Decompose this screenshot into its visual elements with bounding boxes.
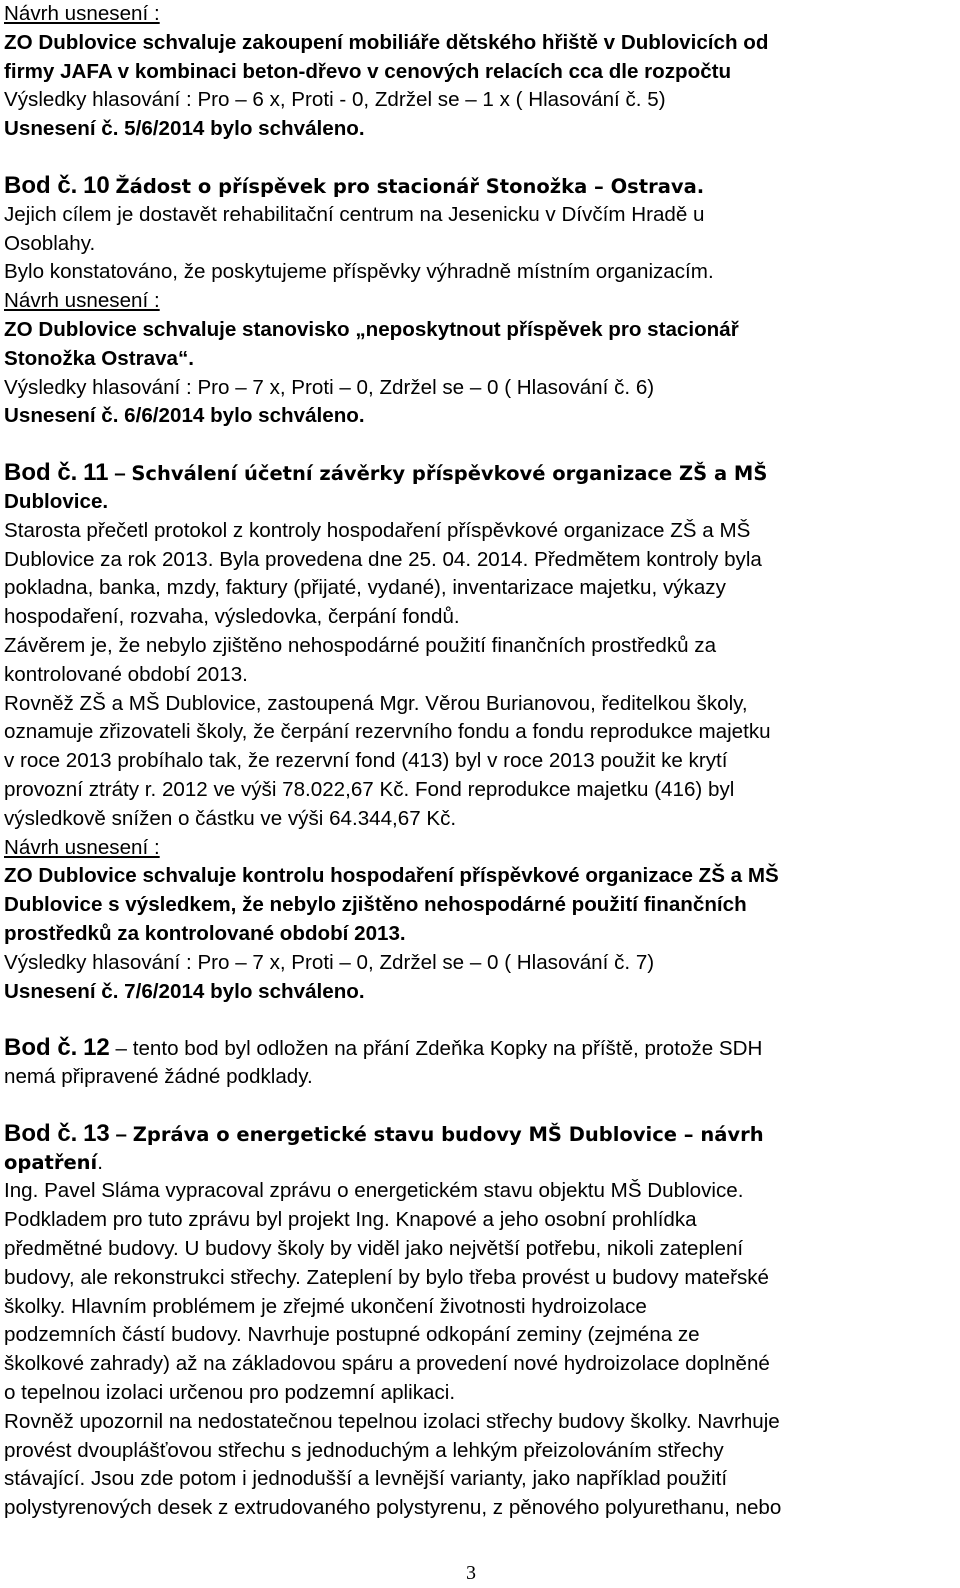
agenda-item-heading: Bod č. 12 – tento bod byl odložen na přání Zdeňka Kopky na příště, protože SDH <box>4 1034 763 1062</box>
vote-results: Výsledky hlasování : Pro – 7 x, Proti – 0, Zdržel se – 0 ( Hlasování č. 7) <box>4 950 655 974</box>
body-line: oznamuje zřizovateli školy, že čerpání rezervního fondu a fondu reprodukce majetku <box>4 720 771 744</box>
proposal-line: ZO Dublovice schvaluje zakoupení mobiliáře dětského hřiště v Dublovicích od <box>4 30 769 54</box>
body-line: kontrolované období 2013. <box>4 662 248 686</box>
agenda-item-number: 10 <box>83 171 110 199</box>
agenda-item-title-cont-end: . <box>97 1150 103 1174</box>
body-line: Podkladem pro tuto zprávu byl projekt Ing. Knapové a jeho osobní prohlídka <box>4 1208 697 1232</box>
body-line: školky. Hlavním problémem je zřejmé ukončení životnosti hydroizolace <box>4 1294 647 1318</box>
body-line: Závěrem je, že nebylo zjištěno nehospodárné použití finančních prostředků za <box>4 633 717 657</box>
body-line: předmětné budovy. U budovy školy by viděl jako největší potřebu, nikoli zateplení <box>4 1237 744 1261</box>
agenda-item-word: Bod č. <box>4 171 78 199</box>
agenda-item-word: Bod č. <box>4 459 78 487</box>
body-line: polystyrenových desek z extrudovaného polystyrenu, z pěnového polyurethanu, nebo <box>4 1496 782 1520</box>
body-line: pokladna, banka, mzdy, faktury (přijaté, vydané), inventarizace majetku, výkazy <box>4 576 726 600</box>
body-line: budovy, ale rekonstrukci střechy. Zateplení by bylo třeba provést u budovy mateřské <box>4 1265 770 1289</box>
proposal-line: prostředků za kontrolované období 2013. <box>4 921 406 945</box>
agenda-item-word: Bod č. <box>4 1034 78 1062</box>
body-line: o tepelnou izolaci určenou pro podzemní aplikaci. <box>4 1381 456 1405</box>
agenda-item-heading <box>4 172 952 201</box>
resolution-line: Usnesení č. 7/6/2014 bylo schváleno. <box>4 979 365 1003</box>
body-line: Osoblahy. <box>4 231 96 255</box>
agenda-item-heading: Bod č. 13 – Zpráva o energetické stavu budovy MŠ Dublovice – návrh <box>4 1119 764 1147</box>
vote-results: Výsledky hlasování : Pro – 6 x, Proti - 0, Zdržel se – 1 x ( Hlasování č. 5) <box>4 88 666 112</box>
resolution-line: Usnesení č. 5/6/2014 bylo schváleno. <box>4 117 365 141</box>
agenda-item-title: Zpráva o energetické stavu budovy MŠ Dublovice – návrh <box>132 1122 764 1146</box>
proposal-label: Návrh usnesení : <box>4 835 160 859</box>
body-line: provozní ztráty r. 2012 ve výši 78.022,67 Kč. Fond reprodukce majetku (416) byl <box>4 777 735 801</box>
agenda-item-number: 13 <box>83 1119 110 1147</box>
agenda-item-text: tento bod byl odložen na přání Zdeňka Kopky na příště, protože SDH <box>132 1037 763 1061</box>
body-line: školkové zahrady) až na základovou spáru a provedení nové hydroizolace doplněné <box>4 1352 770 1376</box>
proposal-label: Návrh usnesení : <box>4 2 160 25</box>
document-page <box>4 0 952 1588</box>
body-line: Dublovice za rok 2013. Byla provedena dne 25. 04. 2014. Předmětem kontroly byla <box>4 547 762 571</box>
body-line: stávající. Jsou zde potom i jednodušší a levnější varianty, jako například použití <box>4 1467 728 1491</box>
body-line: Rovněž upozornil na nedostatečnou tepelnou izolaci střechy budovy školky. Navrhuje <box>4 1409 780 1433</box>
agenda-item-heading: Bod č. 11 – Schválení účetní závěrky příspěvkové organizace ZŠ a MŠ <box>4 459 768 487</box>
resolution-line: Usnesení č. 6/6/2014 bylo schváleno. <box>4 404 365 428</box>
agenda-item-word: Bod č. <box>4 1119 78 1147</box>
body-line: podzemních částí budovy. Navrhuje postupné odkopání zeminy (zejména ze <box>4 1323 700 1347</box>
body-line: Starosta přečetl protokol z kontroly hospodaření příspěvkové organizace ZŠ a MŠ <box>4 518 751 542</box>
body-line: Rovněž ZŠ a MŠ Dublovice, zastoupená Mgr. Věrou Burianovou, ředitelkou školy, <box>4 691 748 715</box>
page-number: 3 <box>466 1562 476 1584</box>
agenda-item-number: 11 <box>83 459 109 487</box>
proposal-line: Dublovice s výsledkem, že nebylo zjištěno nehospodárné použití finančních <box>4 893 747 917</box>
body-line: Bylo konstatováno, že poskytujeme příspěvky výhradně místním organizacím. <box>4 260 714 284</box>
body-line: hospodaření, rozvaha, výsledovka, čerpání fondů. <box>4 605 460 629</box>
vote-results: Výsledky hlasování : Pro – 7 x, Proti – 0, Zdržel se – 0 ( Hlasování č. 6) <box>4 375 655 399</box>
body-line: provést dvouplášťovou střechu s jednoduchým a lehkým přeizolováním střechy <box>4 1438 724 1462</box>
body-line: Ing. Pavel Sláma vypracoval zprávu o energetickém stavu objektu MŠ Dublovice. <box>4 1179 744 1203</box>
agenda-item-number: 12 <box>83 1034 110 1062</box>
agenda-item-title-cont: Dublovice. <box>4 489 109 513</box>
body-line: Jejich cílem je dostavět rehabilitační centrum na Jesenicku v Dívčím Hradě u <box>4 202 705 226</box>
proposal-line: Stonožka Ostrava“. <box>4 346 194 370</box>
body-line: nemá připravené žádné podklady. <box>4 1065 313 1089</box>
agenda-item-title: Žádost o příspěvek pro stacionář Stonožka – Ostrava. <box>115 174 705 198</box>
proposal-line: ZO Dublovice schvaluje stanovisko „neposkytnout příspěvek pro stacionář <box>4 317 739 341</box>
agenda-item-title-cont: opatření <box>4 1150 98 1174</box>
agenda-item-title: Schválení účetní závěrky příspěvkové organizace ZŠ a MŠ <box>131 462 768 486</box>
body-line: v roce 2013 probíhalo tak, že rezervní fond (413) byl v roce 2013 použit ke krytí <box>4 749 728 773</box>
body-line: výsledkově snížen o částku ve výši 64.344,67 Kč. <box>4 806 457 830</box>
agenda-item-title-cont-line <box>4 1149 952 1178</box>
proposal-label: Návrh usnesení : <box>4 289 160 313</box>
proposal-line: firmy JAFA v kombinaci beton-dřevo v cenových relacích cca dle rozpočtu <box>4 59 732 83</box>
proposal-line: ZO Dublovice schvaluje kontrolu hospodaření příspěvkové organizace ZŠ a MŠ <box>4 864 779 888</box>
